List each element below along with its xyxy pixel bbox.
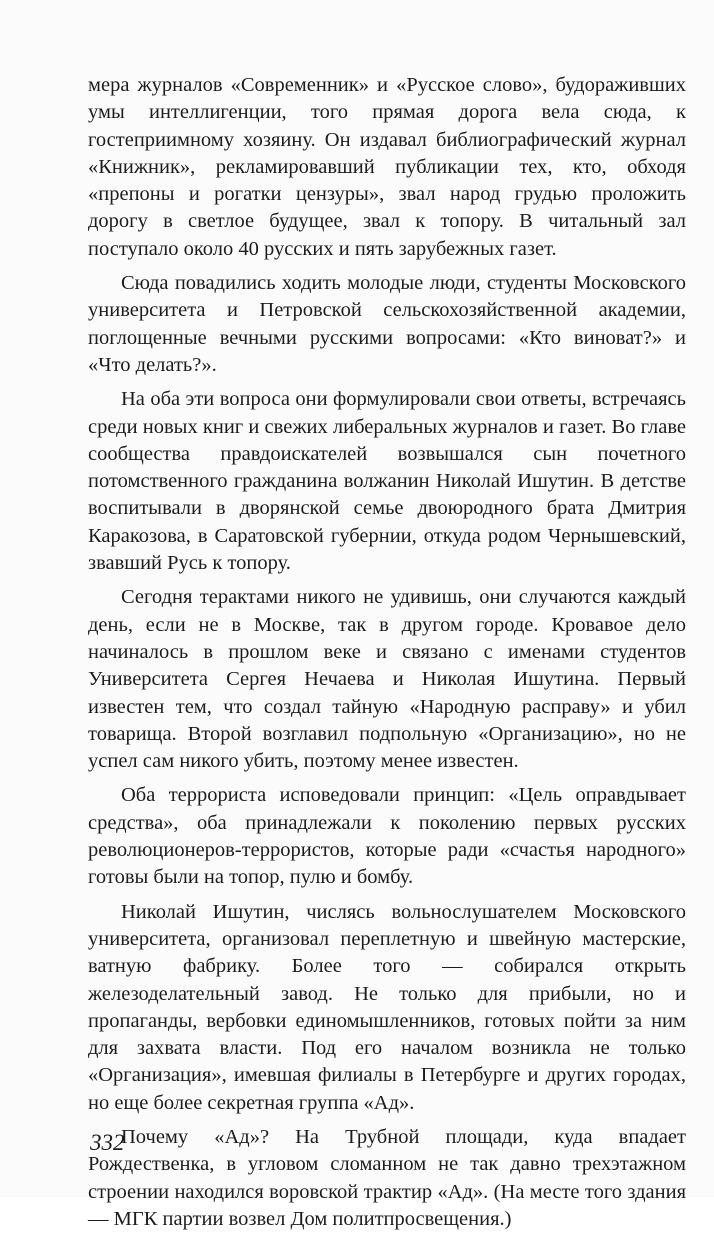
page-number: 332 (90, 1130, 125, 1155)
paragraph-5: Оба террориста исповедовали принцип: «Цель оправдывает средства», оба принадлежали к поколению первых русских революционеров-террористов, которые ради «счастья народного» готовы были на топор, пулю и бомбу. (88, 784, 686, 889)
paragraph-6: Николай Ишутин, числясь вольнослушателем Московского университета, организовал переплетную и швейную мастерские, ватную фабрику. Более того — собирался открыть железоделательный завод. Не только для прибыли, но и пропаганды, вербовки единомышленников, готовых пойти за ним для захвата власти. Под его началом возникла не только «Организация», имевшая филиалы в Петербурге и других городах, но еще более секретная группа «Ад». (88, 900, 686, 1114)
paragraph-1: мера журналов «Современник» и «Русское слово», будораживших умы интеллигенции, того прямая дорога вела сюда, к гостеприимному хозяину. Он издавал библиографический журнал «Книжник», рекламировавший публикации тех, кто, обходя «препоны и рогатки цензуры», звал народ грудью проложить дорогу в светлое будущее, звал к топору. В читальный зал поступало около 40 русских и пять зарубежных газет. (88, 74, 686, 260)
paragraph-4: Сегодня терактами никого не удивишь, они случаются каждый день, если не в Москве, так в другом городе. Кровавое дело начиналось в прошлом веке и связано с именами студентов Университета Сергея Нечаева и Николая Ишутина. Первый известен тем, что создал тайную «Народную расправу» и убил товарища. Второй возглавил подпольную «Организацию», но не успел сам никого убить, поэтому менее известен. (88, 586, 686, 773)
paragraph-2: Сюда повадились ходить молодые люди, студенты Московского университета и Петровской сельскохозяйственной академии, поглощенные вечными русскими вопросами: «Кто виноват?» и «Что делать?». (88, 272, 686, 376)
body-text (88, 72, 686, 1240)
paragraph-7: Почему «Ад»? На Трубной площади, куда впадает Рождественка, в угловом сломанном не так давно трехэтажном строении находился воровской трактир «Ад». (На месте того здания — МГК партии возвел Дом политпросвещения.) (88, 1125, 686, 1230)
paragraph-3: На оба эти вопроса они формулировали свои ответы, встречаясь среди новых книг и свежих либеральных журналов и газет. Во главе сообщества правдоискателей возвышался сын почетного потомственного гражданина волжанин Николай Ишутин. В детстве воспитывали в дворянской семье двоюродного брата Дмитрия Каракозова, в Саратовской губернии, откуда родом Чернышевский, звавший Русь к топору. (88, 388, 686, 575)
